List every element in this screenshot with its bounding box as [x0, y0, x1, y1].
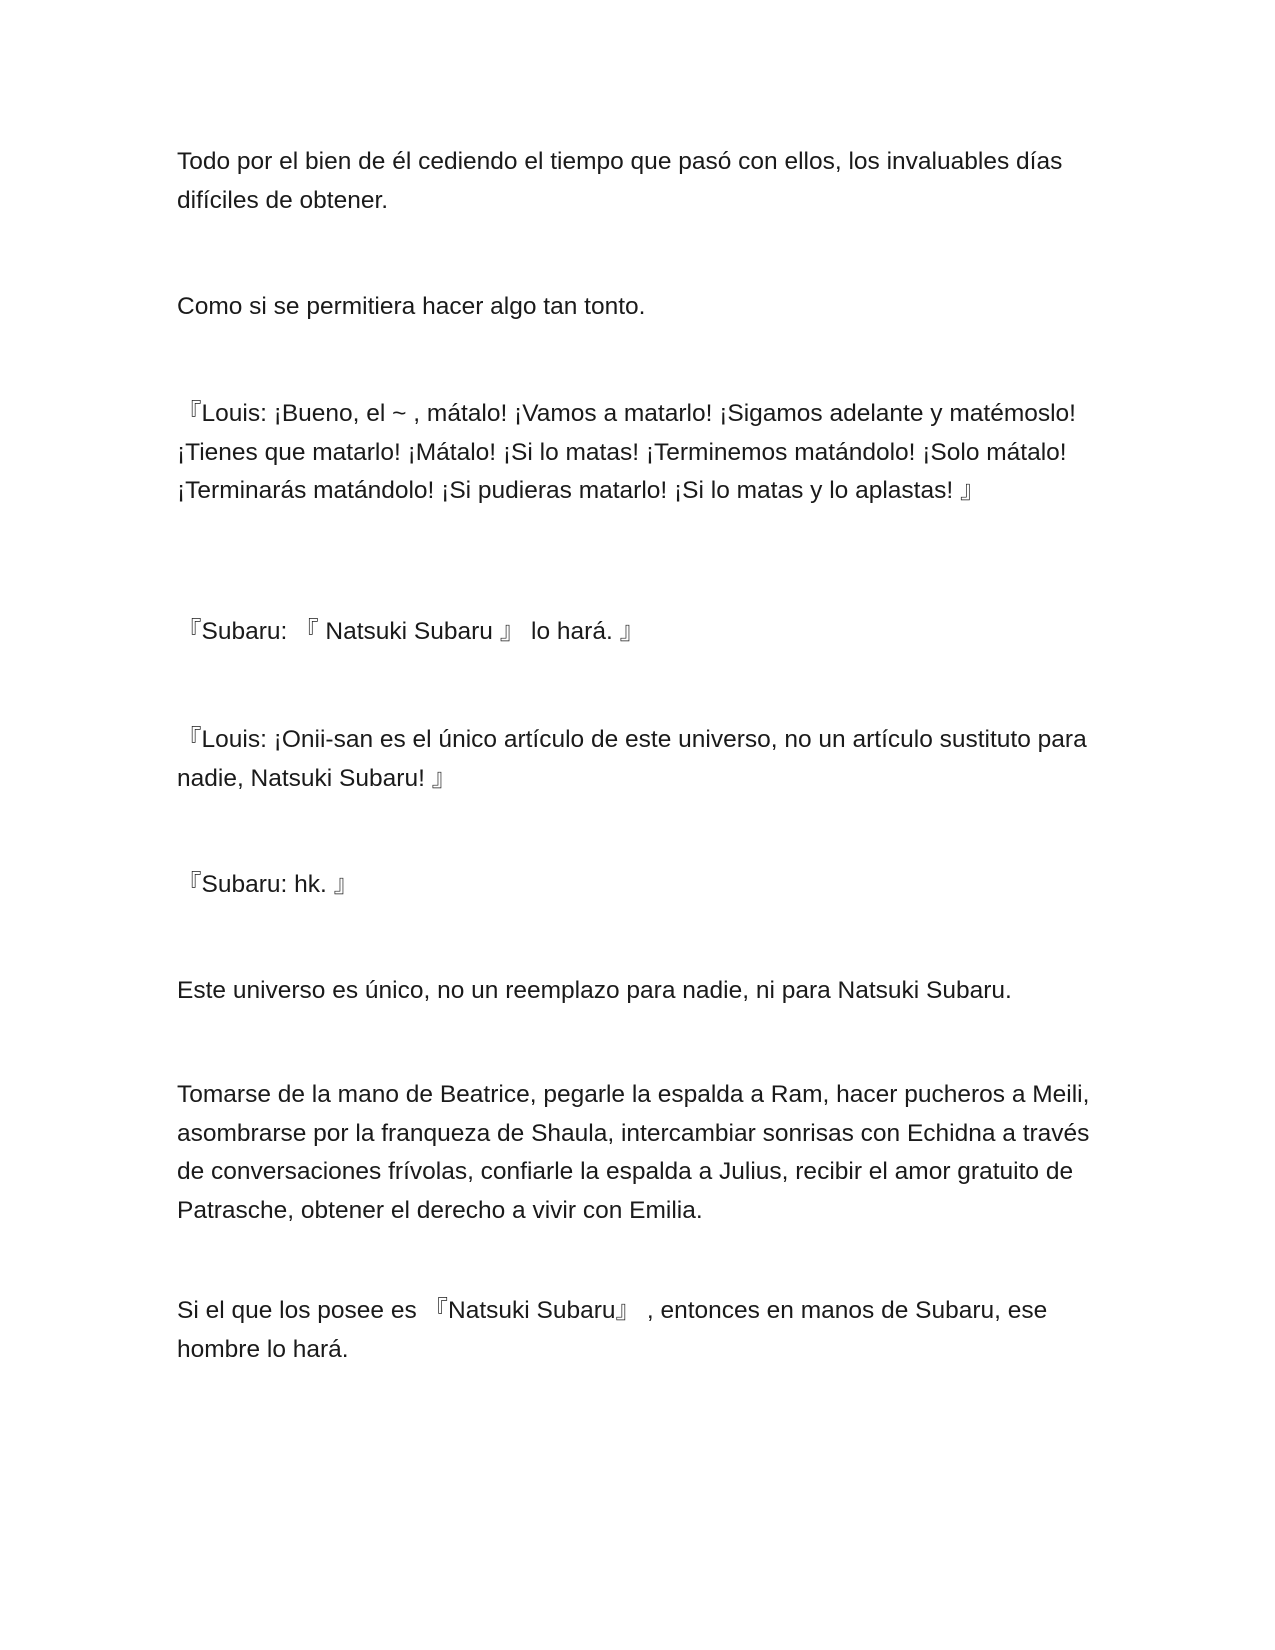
paragraph-4: Tomarse de la mano de Beatrice, pegarle la espalda a Ram, hacer pucheros a Meili, asombrarse por la franqueza de Shaula, intercambiar sonrisas con Echidna a través de conversaciones frívolas, confiarle la espalda a Julius, recibir el amor gratuito de Patrasche, obtener el derecho a vivir con Emilia.	[177, 1081, 1090, 1225]
dialogue-subaru-1: 『Subaru: 『 Natsuki Subaru 』 lo hará. 』	[177, 618, 645, 645]
dialogue-subaru-2: 『Subaru: hk. 』	[177, 871, 359, 898]
dialogue-louis-2: 『Louis: ¡Onii-san es el único artículo de este universo, no un artículo sustituto para nadie, Natsuki Subaru! 』	[177, 726, 1087, 792]
paragraph-5: Si el que los posee es 『Natsuki Subaru』 , entonces en manos de Subaru, ese hombre lo hará.	[177, 1297, 1048, 1363]
dialogue-louis-1: 『Louis: ¡Bueno, el ~ , mátalo! ¡Vamos a matarlo! ¡Sigamos adelante y matémoslo! ¡Tienes que matarlo! ¡Mátalo! ¡Si lo matas! ¡Terminemos matándolo! ¡Solo mátalo! ¡Terminarás matándolo! ¡Si pudieras matarlo! ¡Si lo matas y lo aplastas! 』	[177, 400, 1076, 505]
paragraph-2: Como si se permitiera hacer algo tan tonto.	[177, 293, 646, 320]
paragraph-3: Este universo es único, no un reemplazo para nadie, ni para Natsuki Subaru.	[177, 977, 1012, 1004]
paragraph-1: Todo por el bien de él cediendo el tiempo que pasó con ellos, los invaluables días difíciles de obtener.	[177, 148, 1063, 214]
